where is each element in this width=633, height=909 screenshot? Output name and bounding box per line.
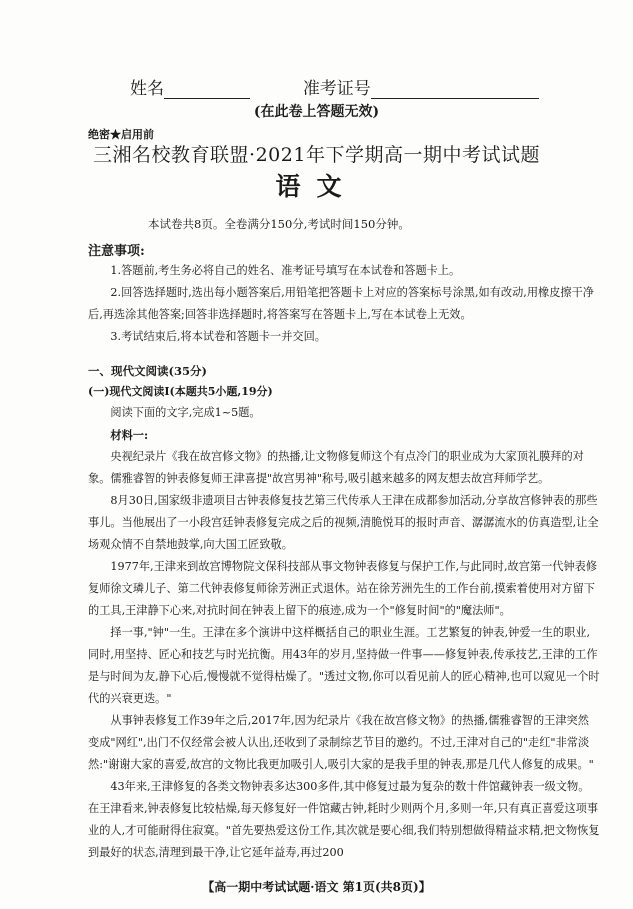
passage-paragraph: 1977年,王津来到故宫博物院文保科技部从事文物钟表修复与保护工作,与此同时,故宫第一代钟表修复师徐文璘儿子、第二代钟表修复师徐芳洲正式退休。站在徐芳洲先生的工作台前,摸索着使用对方留下的工具,王津静下心来,对抗时间在钟表上留下的痕迹,成为一个"修复时间"的"魔法师"。	[88, 560, 598, 617]
instruction: 阅读下面的文字,完成1~5题。	[110, 406, 261, 419]
subject-title: 语文	[275, 172, 358, 201]
main-content	[88, 260, 600, 864]
passage-paragraph: 8月30日,国家级非遗项目古钟表修复技艺第三代传承人王津在成都参加活动,分享故宫修钟表的那些事儿。当他展出了一小段宫廷钟表修复完成之后的视频,清脆悦耳的报时声音、潺潺流水的仿真造型,让全场观众情不自禁地鼓掌,向大国工匠致敬。	[88, 494, 599, 551]
candidate-info-line	[130, 74, 539, 99]
exam-intro: 本试卷共8页。全卷满分150分,考试时间150分钟。	[148, 217, 410, 231]
exam-title: 三湘名校教育联盟·2021年下学期高一期中考试试题	[93, 144, 540, 166]
passage-paragraph: 择一事,"钟"一生。王津在多个演讲中这样概括自己的职业生涯。工艺繁复的钟表,钟爱一生的职业,同时,用坚持、匠心和技艺与时光抗衡。用43年的岁月,坚持做一件事——修复钟表,传承技艺,王津的工作是与时间为友,静下心后,慢慢就不觉得枯燥了。"透过文物,你可以看见前人的匠心精神,也可以窥见一个时代的兴衰更迭。"	[88, 626, 600, 705]
secret-label: 绝密★启用前	[88, 128, 154, 141]
subsection-title: (一)现代文阅读Ⅰ(本题共5小题,19分)	[88, 385, 273, 398]
page-footer: 【高一期中考试试题·语文 第1页(共8页)】	[202, 880, 431, 894]
passage-paragraph: 央视纪录片《我在故宫修文物》的热播,让文物修复师这个有点冷门的职业成为大家顶礼膜拜的对象。儒雅睿智的钟表修复师王津喜提"故宫男神"称号,吸引越来越多的网友想去故宫拜师学艺。	[88, 450, 584, 485]
notice-title: 注意事项:	[88, 244, 145, 259]
notice-item: 1.答题前,考生务必将自己的姓名、准考证号填写在本试卷和答题卡上。	[110, 264, 461, 277]
name-label: 姓名	[130, 79, 164, 99]
notice-item: 2.回答选择题时,选出每小题答案后,用铅笔把答题卡上对应的答案标号涂黑,如有改动,用橡皮擦干净后,再选涂其他答案;回答非选择题时,将答案写在答题卡上,写在本试卷上无效。	[88, 286, 594, 321]
passage-paragraph: 43年来,王津修复的各类文物钟表多达300多件,其中修复过最为复杂的数十件馆藏钟表一级文物。在王津看来,钟表修复比较枯燥,每天修复好一件馆藏古钟,耗时少则两个月,多则一年,只有真正喜爱这项事业的人,才可能耐得住寂寞。"首先要热爱这份工作,其次就是要心细,我们特别想做得精益求精,把文物恢复到最好的状态,清理到最干净,让它延年益寿,再过200	[88, 780, 600, 859]
section-title: 一、现代文阅读(35分)	[88, 364, 207, 378]
invalid-note: (在此卷上答题无效)	[253, 104, 380, 120]
exam-number-label: 准考证号	[302, 79, 371, 99]
exam-number-field-line	[371, 82, 539, 99]
passage-paragraph: 从事钟表修复工作39年之后,2017年,因为纪录片《我在故宫修文物》的热播,儒雅睿智的王津突然变成"网红",出门不仅经常会被人认出,还收到了录制综艺节目的邀约。不过,王津对自己的"走红"非常淡然:"谢谢大家的喜爱,故宫的文物比我更加吸引人,吸引大家的是我手里的钟表,那是几代人修复的成果。"	[88, 714, 594, 771]
name-field-line	[164, 82, 250, 99]
material-label: 材料一:	[110, 428, 149, 442]
notice-item: 3.考试结束后,将本试卷和答题卡一并交回。	[110, 330, 326, 343]
